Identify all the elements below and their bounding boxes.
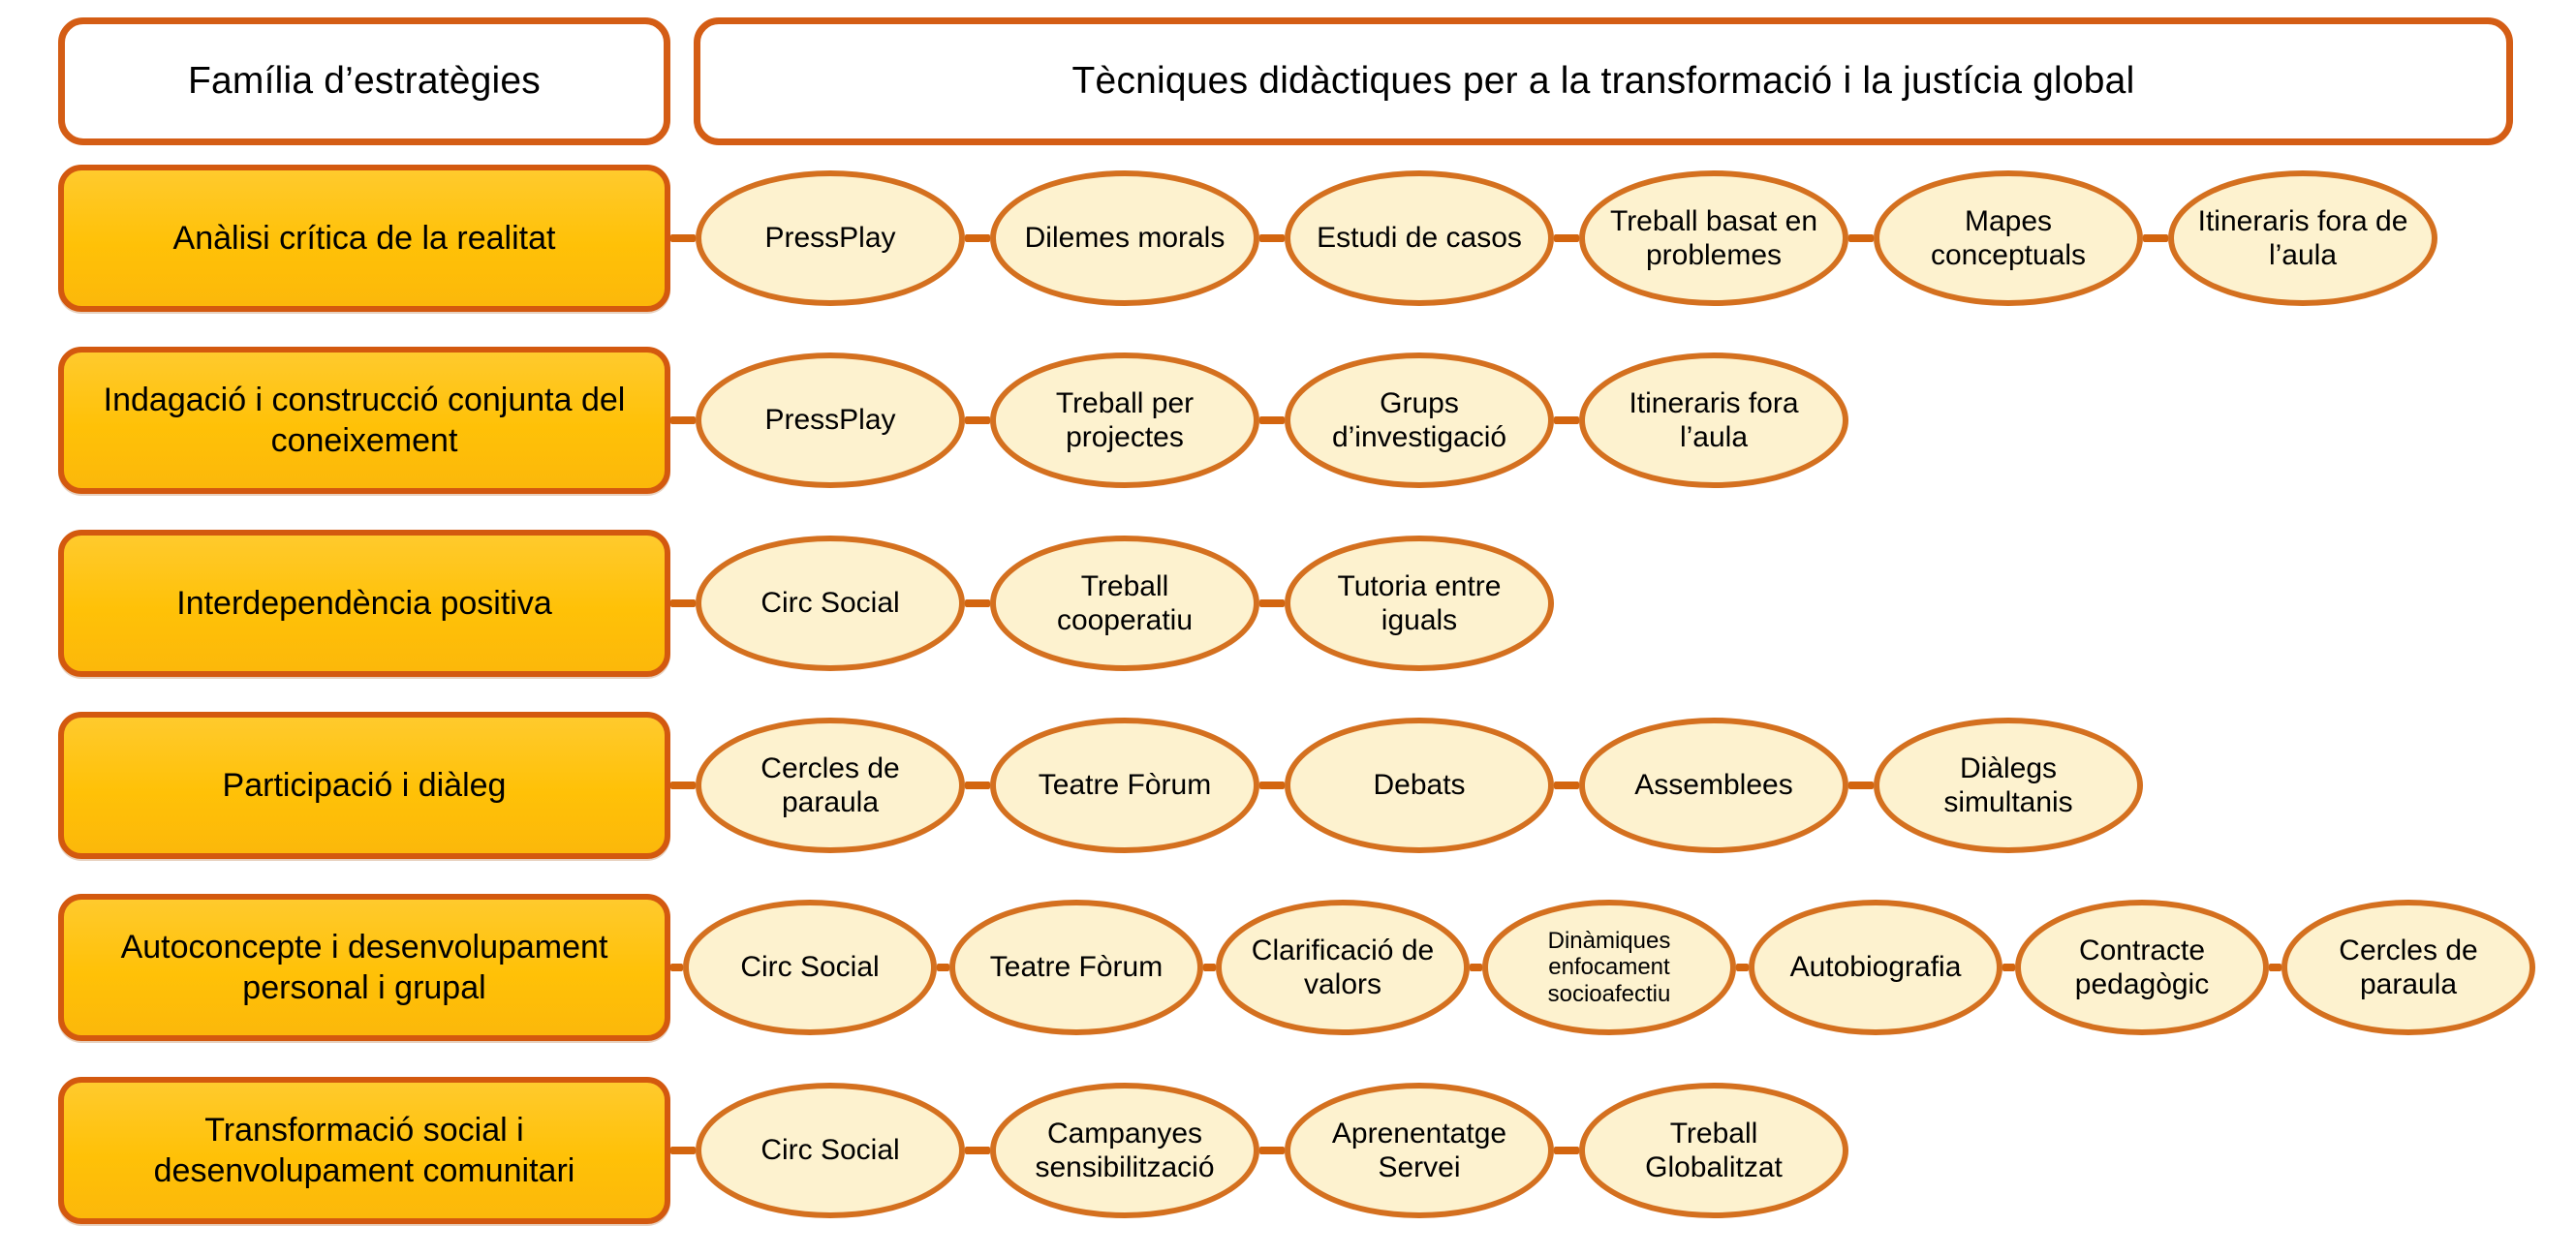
technique-ellipse <box>949 900 1203 1035</box>
connector-line <box>1554 234 1579 242</box>
technique-ellipse <box>1874 170 2143 306</box>
connector-line <box>2269 964 2281 971</box>
technique-label: Itineraris fora de l’aula <box>2197 204 2408 271</box>
technique-ellipse <box>2281 900 2535 1035</box>
strategy-label: Anàlisi crítica de la realitat <box>172 219 556 257</box>
technique-label: Dilemes morals <box>1024 222 1226 255</box>
technique-label: Assemblees <box>1634 769 1793 802</box>
technique-ellipse <box>1579 170 1848 306</box>
technique-ellipse <box>1874 718 2143 853</box>
connector-line <box>965 416 990 424</box>
technique-ellipse <box>990 536 1259 671</box>
technique-ellipse <box>1285 170 1554 306</box>
technique-label: Circ Social <box>760 1134 900 1167</box>
connector-line <box>1259 782 1285 789</box>
technique-ellipse <box>990 1083 1259 1218</box>
connector-line <box>670 782 696 789</box>
connector-line <box>965 1147 990 1154</box>
technique-ellipse <box>2168 170 2437 306</box>
strategy-label: Indagació i construcció conjunta del coneixement <box>103 381 626 459</box>
connector-line <box>1554 416 1579 424</box>
connector-line <box>1259 1147 1285 1154</box>
strategy-row <box>58 530 1554 677</box>
connector-line <box>2143 234 2168 242</box>
technique-ellipse <box>696 718 965 853</box>
header-right-label: Tècniques didàctiques per a la transformació i la justícia global <box>1071 60 2135 102</box>
strategy-row <box>58 165 2437 312</box>
technique-ellipse <box>990 170 1259 306</box>
strategy-row <box>58 347 1848 494</box>
strategy-label: Transformació social i desenvolupament comunitari <box>153 1111 575 1189</box>
connector-line <box>670 599 696 607</box>
technique-ellipse <box>1285 536 1554 671</box>
connector-line <box>1736 964 1749 971</box>
technique-label: Tutoria entre iguals <box>1337 569 1502 636</box>
technique-label: Cercles de paraula <box>760 751 900 818</box>
technique-ellipse <box>1285 1083 1554 1218</box>
strategy-label: Autoconcepte i desenvolupament personal i grupal <box>120 928 608 1006</box>
technique-label: Mapes conceptuals <box>1930 204 2087 271</box>
technique-label: Treball Globalitzat <box>1645 1117 1783 1183</box>
technique-label: Grups d’investigació <box>1331 386 1507 453</box>
technique-label: Clarificació de valors <box>1251 934 1435 1000</box>
connector-line <box>1259 599 1285 607</box>
technique-label: PressPlay <box>764 222 896 255</box>
connector-line <box>1259 416 1285 424</box>
technique-label: Treball basat en problemes <box>1609 204 1817 271</box>
connector-line <box>670 416 696 424</box>
connector-line <box>1259 234 1285 242</box>
technique-label: Treball cooperatiu <box>1056 569 1194 636</box>
strategy-box <box>58 530 670 677</box>
connector-line <box>670 964 683 971</box>
connector-line <box>965 599 990 607</box>
technique-label: Diàlegs simultanis <box>1943 751 2073 818</box>
technique-ellipse <box>696 353 965 488</box>
technique-ellipse <box>1749 900 2002 1035</box>
connector-line <box>1470 964 1482 971</box>
technique-label: Circ Social <box>760 587 900 620</box>
connector-line <box>965 234 990 242</box>
technique-label: Treball per projectes <box>1055 386 1195 453</box>
header-families-of-strategies <box>58 17 670 145</box>
connector-line <box>670 1147 696 1154</box>
connector-line <box>2002 964 2015 971</box>
technique-label: Autobiografia <box>1789 951 1962 984</box>
technique-ellipse <box>1285 353 1554 488</box>
technique-ellipse <box>990 718 1259 853</box>
technique-label: Aprenentatge Servei <box>1331 1117 1507 1183</box>
technique-label: Contracte pedagògic <box>2074 934 2210 1000</box>
technique-label: Circ Social <box>740 951 880 984</box>
technique-ellipse <box>1579 1083 1848 1218</box>
technique-ellipse <box>683 900 937 1035</box>
strategy-row <box>58 894 2535 1041</box>
technique-ellipse <box>696 1083 965 1218</box>
connector-line <box>1203 964 1216 971</box>
technique-ellipse <box>1216 900 1470 1035</box>
technique-ellipse <box>1285 718 1554 853</box>
strategy-label: Participació i diàleg <box>222 766 507 804</box>
technique-label: Dinàmiques enfocament socioafectiu <box>1547 927 1671 1007</box>
technique-label: Teatre Fòrum <box>989 951 1164 984</box>
connector-line <box>1848 234 1874 242</box>
technique-ellipse <box>1579 718 1848 853</box>
connector-line <box>965 782 990 789</box>
technique-ellipse <box>2015 900 2269 1035</box>
technique-label: Teatre Fòrum <box>1038 769 1212 802</box>
header-didactic-techniques <box>694 17 2513 145</box>
header-left-label: Família d’estratègies <box>187 60 542 102</box>
technique-label: Estudi de casos <box>1317 222 1522 255</box>
connector-line <box>1848 782 1874 789</box>
technique-ellipse <box>1579 353 1848 488</box>
strategy-label: Interdependència positiva <box>176 584 552 622</box>
strategy-box <box>58 894 670 1041</box>
technique-ellipse <box>696 170 965 306</box>
technique-label: Debats <box>1373 769 1466 802</box>
technique-label: Cercles de paraula <box>2339 934 2478 1000</box>
strategy-box <box>58 712 670 859</box>
technique-ellipse <box>990 353 1259 488</box>
strategy-box <box>58 165 670 312</box>
technique-label: PressPlay <box>764 404 896 437</box>
technique-label: Campanyes sensibilització <box>1035 1117 1215 1183</box>
strategy-box <box>58 347 670 494</box>
strategy-box <box>58 1077 670 1224</box>
technique-ellipse <box>696 536 965 671</box>
connector-line <box>1554 782 1579 789</box>
connector-line <box>670 234 696 242</box>
strategy-row <box>58 712 2143 859</box>
connector-line <box>1554 1147 1579 1154</box>
technique-label: Itineraris fora l’aula <box>1629 386 1799 453</box>
strategy-row <box>58 1077 1848 1224</box>
connector-line <box>937 964 949 971</box>
technique-ellipse <box>1482 900 1736 1035</box>
